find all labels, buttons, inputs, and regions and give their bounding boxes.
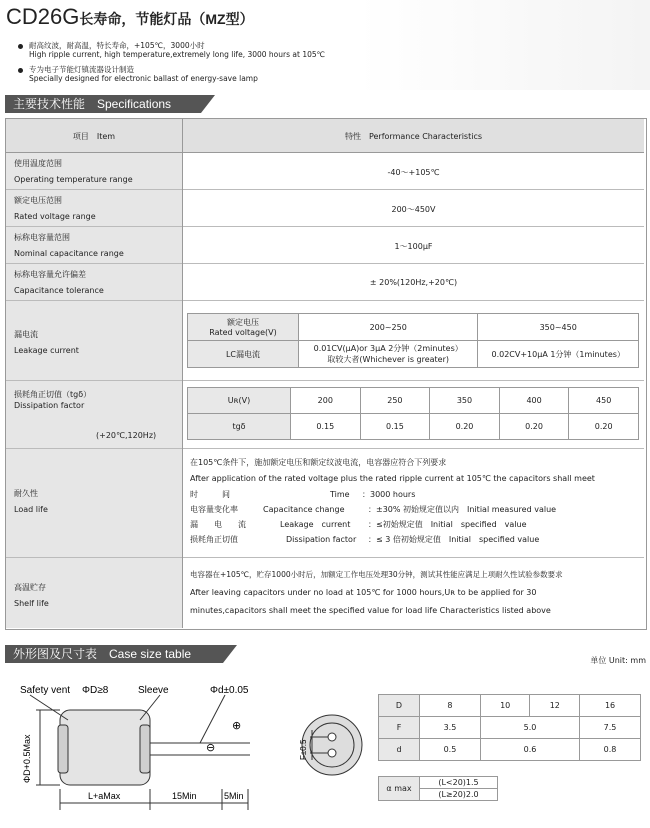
spec-section-title: 主要技术性能 Specifications: [5, 95, 201, 113]
label-en: Leakage current: [14, 346, 79, 355]
dim-cell: 3.5: [420, 717, 481, 739]
safety-vent-label: Safety vent: [20, 685, 71, 696]
label-en: Operating temperature range: [14, 175, 133, 184]
label-en: Load life: [14, 505, 48, 514]
label-en: Dissipation factor: [14, 401, 85, 410]
row-label: [14, 195, 96, 222]
row-label: [14, 389, 91, 411]
bullet-icon: [18, 68, 23, 73]
subtitle: 长寿命，节能灯品（MZ型）: [79, 11, 254, 27]
life-time-val: ：3000 hours: [362, 490, 416, 499]
dim-f-label: F: [379, 717, 420, 739]
row-value: ± 20%(120Hz,+20℃): [369, 278, 458, 287]
rv-en: Rated voltage(V): [209, 328, 277, 337]
case-section-title: 外形图及尺寸表 Case size table: [5, 645, 223, 663]
df-table: [187, 387, 639, 440]
label-cn: 使用温度范围: [14, 159, 62, 168]
label-cn: 额定电压范围: [14, 196, 62, 205]
min5-label: 5Min: [224, 791, 244, 801]
label-en: Nominal capacitance range: [14, 249, 124, 258]
life-df-cn: 损耗角正切值: [190, 535, 238, 544]
row-volt: [6, 190, 644, 227]
row-life: [6, 449, 644, 558]
label-en: Shelf life: [14, 599, 49, 608]
df-val: 0.15: [360, 414, 430, 440]
d-max-label: ΦD+0.5Max: [22, 734, 32, 783]
life-leak-val: ：≤初始规定值 Initial specified value: [368, 520, 527, 529]
dim-cell: 0.5: [420, 739, 481, 761]
df-volt: 350: [430, 388, 500, 414]
life-cap-en: Capacitance change: [263, 505, 345, 514]
dimension-table: [378, 694, 641, 761]
lc-value-1: [299, 341, 478, 368]
life-cap-val: ：±30% 初始规定值以内 Initial measured value: [368, 505, 557, 514]
bullet-2-cn: 专为电子节能灯镇流器设计制造: [29, 65, 134, 74]
bullet-2-en: Specially designed for electronic ballast of energy-save lamp: [29, 74, 258, 83]
life-line-2: After application of the rated voltage plus the rated ripple current at 105℃ the capacitors shall meet: [190, 474, 595, 483]
df-volt: 450: [569, 388, 639, 414]
shelf-line-1: 电容器在+105℃，贮存1000小时后，加额定工作电压处理30分钟，测试其性能应满足上项耐久性试验参数要求: [190, 570, 563, 579]
df-volt: 200: [291, 388, 361, 414]
shelf-line-2: After leaving capacitors under no load at 105℃ for 1000 hours,Uʀ to be applied for 30: [190, 588, 537, 597]
minus-icon: ⊖: [206, 741, 216, 754]
df-volt: 400: [499, 388, 569, 414]
dim-lead-label: d: [379, 739, 420, 761]
row-shelf: [6, 558, 644, 628]
lc-value-1a: 0.01CV(μA)or 3μA 2分钟（2minutes）: [313, 344, 463, 353]
df-val: 0.20: [499, 414, 569, 440]
column-divider: [182, 153, 183, 628]
df-val: 0.20: [430, 414, 500, 440]
dim-cell: 8: [420, 695, 481, 717]
label-cn: 耐久性: [14, 489, 38, 498]
life-time-en: Time: [330, 490, 350, 499]
row-value: 1～100μF: [394, 242, 433, 251]
lc-header: LC漏电流: [188, 341, 299, 368]
dim-cell: 12: [530, 695, 580, 717]
row-label: [14, 582, 49, 609]
phid-label: ΦD≥8: [82, 685, 109, 696]
rated-voltage-header: [188, 314, 299, 341]
lc-value-1b: 取较大者(Whichever is greater): [327, 355, 450, 364]
row-value: -40～+105℃: [387, 168, 440, 177]
alpha-label: α max: [379, 777, 420, 801]
dim-d-label: D: [379, 695, 420, 717]
row-label: [14, 329, 79, 356]
bullet-icon: [18, 44, 23, 49]
row-tol: [6, 264, 644, 301]
label-cn: 高温贮存: [14, 583, 46, 592]
row-label: [14, 158, 133, 185]
tg-header: tgδ: [188, 414, 291, 440]
life-df-en: Dissipation factor: [286, 535, 357, 544]
bullet-2: [29, 65, 258, 83]
model-name: CD26G: [6, 4, 80, 29]
row-label: [14, 232, 124, 259]
df-val: 0.20: [569, 414, 639, 440]
plus-icon: ⊕: [232, 719, 242, 732]
ur-header: Uʀ(V): [188, 388, 291, 414]
sleeve-label: Sleeve: [138, 685, 169, 696]
row-cap: [6, 227, 644, 264]
shelf-line-3: minutes,capacitors shall meet the specified value for load life Characteristics listed above: [190, 606, 551, 615]
life-cap-cn: 电容量变化率: [190, 505, 238, 514]
life-leak-en: Leakage current: [280, 520, 351, 529]
life-line-1: 在105℃条件下，施加额定电压和额定纹波电流，电容器应符合下列要求: [190, 458, 447, 467]
length-label: L+aMax: [88, 791, 121, 801]
row-temp: [6, 153, 644, 190]
capacitor-drawing: [0, 665, 300, 828]
life-df-val: ：≤ 3 倍初始规定值 Initial specified value: [368, 535, 540, 544]
row-value: 200～450V: [391, 205, 436, 214]
df-condition: (+20℃,120Hz): [96, 431, 157, 440]
bullet-1-en: High ripple current, high temperature,extremely long life, 3000 hours at 105℃: [29, 50, 326, 59]
lead-dia-label: Φd±0.05: [210, 685, 249, 696]
alpha-r1: (L<20)1.5: [420, 777, 498, 789]
dim-cell: 0.6: [480, 739, 579, 761]
label-cn: 标称电容量允许偏差: [14, 270, 86, 279]
min15-label: 15Min: [172, 791, 197, 801]
label-cn: 标称电容量范围: [14, 233, 70, 242]
rv-cn: 额定电压: [227, 318, 259, 327]
label-en: Capacitance tolerance: [14, 286, 104, 295]
unit-label: 单位 Unit: mm: [590, 656, 646, 665]
life-leak-cn: 漏 电 流: [190, 520, 246, 529]
df-val: 0.15: [291, 414, 361, 440]
label-cn: 损耗角正切值（tgδ）: [14, 390, 92, 399]
table-head: [6, 119, 644, 153]
capacitor-body: [60, 710, 150, 785]
dim-cell: 0.8: [580, 739, 641, 761]
label-en: Rated voltage range: [14, 212, 96, 221]
alpha-r2: (L≥20)2.0: [420, 789, 498, 801]
row-df: [6, 381, 644, 449]
page-title: [6, 4, 254, 30]
head-item: 项目 Item: [72, 132, 116, 141]
row-leak: [6, 301, 644, 381]
lc-value-2: 0.02CV+10μA 1分钟（1minutes）: [478, 341, 639, 368]
label-cn: 漏电流: [14, 330, 38, 339]
row-label: [14, 488, 48, 515]
row-label: [14, 269, 104, 296]
f-label: F±0.5: [299, 739, 308, 760]
df-volt: 250: [360, 388, 430, 414]
alpha-table: [378, 776, 498, 801]
voltage-range-1: 200~250: [299, 314, 478, 341]
dim-cell: 7.5: [580, 717, 641, 739]
leakage-table: [187, 313, 639, 368]
dim-cell: 10: [480, 695, 530, 717]
bullet-1: [29, 41, 325, 59]
head-perf: 特性 Performance Characteristics: [344, 132, 483, 141]
dim-cell: 5.0: [480, 717, 579, 739]
voltage-range-2: 350~450: [478, 314, 639, 341]
end-view-drawing: [290, 700, 370, 790]
life-time-cn: 时 间: [190, 490, 230, 499]
bullet-1-cn: 耐高纹波，耐高温，特长寿命，+105℃，3000小时: [29, 41, 205, 50]
dim-cell: 16: [580, 695, 641, 717]
